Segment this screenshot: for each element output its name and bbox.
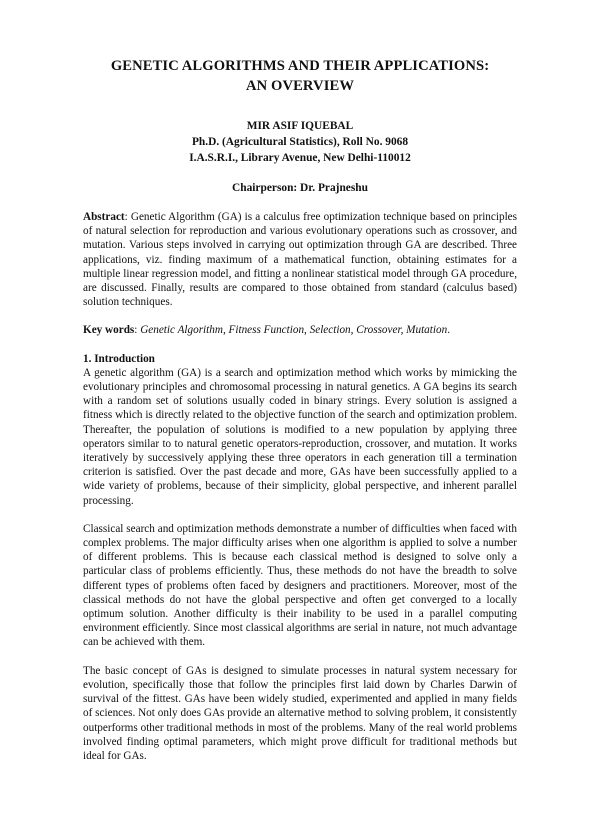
keywords-separator: : [134, 324, 141, 337]
title-line-2: AN OVERVIEW [245, 78, 355, 94]
keywords-label: Key words [83, 324, 135, 337]
affiliation-line-2: I.A.S.R.I., Library Avenue, New Delhi-110012 [189, 152, 411, 164]
section-heading-introduction: 1. Introduction [83, 352, 155, 365]
keywords-end: . [447, 324, 450, 337]
paper-title [83, 56, 517, 96]
intro-paragraph-1: A genetic algorithm (GA) is a search and optimization method which works by mimicking the evolutionary principles and chromosomal processing in natural genetics. A GA begins its search with a random set of solutions usually coded in binary strings. Every solution is assigned a fitness which is directly related to the objective function of the search and optimization problem. Thereafter, the population of solutions is modified to a new population by applying three operators similar to to natural genetic operators-reproduction, crossover, and mutation. It works iteratively by successively applying these three operators in each generation till a termination criterion is satisfied. Over the past decade and more, GAs have been successfully applied to a wide variety of problems, because of their simplicity, global perspective, and inherent parallel processing. [83, 366, 517, 507]
title-line-1: GENETIC ALGORITHMS AND THEIR APPLICATIONS: [110, 58, 490, 74]
abstract-label: Abstract [83, 211, 125, 223]
intro-paragraph-3: The basic concept of GAs is designed to simulate processes in natural system necessary for evolution, specifically those that follow the principles first laid down by Charles Darwin of survival of the fittest. GAs have been widely studied, experimented and applied in many fields of sciences. Not only does GAs provide an alternative method to solving problem, it consistently outperforms other traditional methods in most of the problems. Many of the real world problems involved finding optimal parameters, which might prove difficult for traditional methods but ideal for GAs. [83, 664, 517, 762]
affiliation-line-1: Ph.D. (Agricultural Statistics), Roll No. 9068 [191, 136, 409, 148]
author-block [83, 118, 517, 166]
keywords [83, 323, 517, 337]
document-page [0, 56, 600, 832]
author-name: MIR ASIF IQUEBAL [246, 120, 354, 132]
chairperson: Chairperson: Dr. Prajneshu [232, 182, 368, 194]
abstract [83, 210, 517, 309]
abstract-text: : Genetic Algorithm (GA) is a calculus free optimization technique based on principles of natural selection for reproduction and various evolutionary operations such as crossover, and mutation. Various steps involved in carrying out optimization through GA are described. Three applications, viz. finding maximum of a mathematical function, obtaining estimates for a multiple linear regression model, and fitting a nonlinear statistical model through GA procedure, are discussed. Finally, results are compared to those obtained from standard (calculus based) solution techniques. [83, 211, 517, 309]
keywords-list: Genetic Algorithm, Fitness Function, Selection, Crossover, Mutation [140, 324, 448, 337]
intro-paragraph-2: Classical search and optimization methods demonstrate a number of difficulties when faced with complex problems. The major difficulty arises when one algorithm is applied to solve a number of different problems. This is because each classical method is designed to solve only a particular class of problems efficiently. Thus, these methods do not have the breadth to solve different types of problems often faced by designers and practitioners. Moreover, most of the classical methods do not have the global perspective and often get converged to a locally optimum solution. Another difficulty is their inability to be used in a parallel computing environment efficiently. Since most classical algorithms are serial in nature, not much advantage can be achieved with them. [83, 522, 517, 649]
